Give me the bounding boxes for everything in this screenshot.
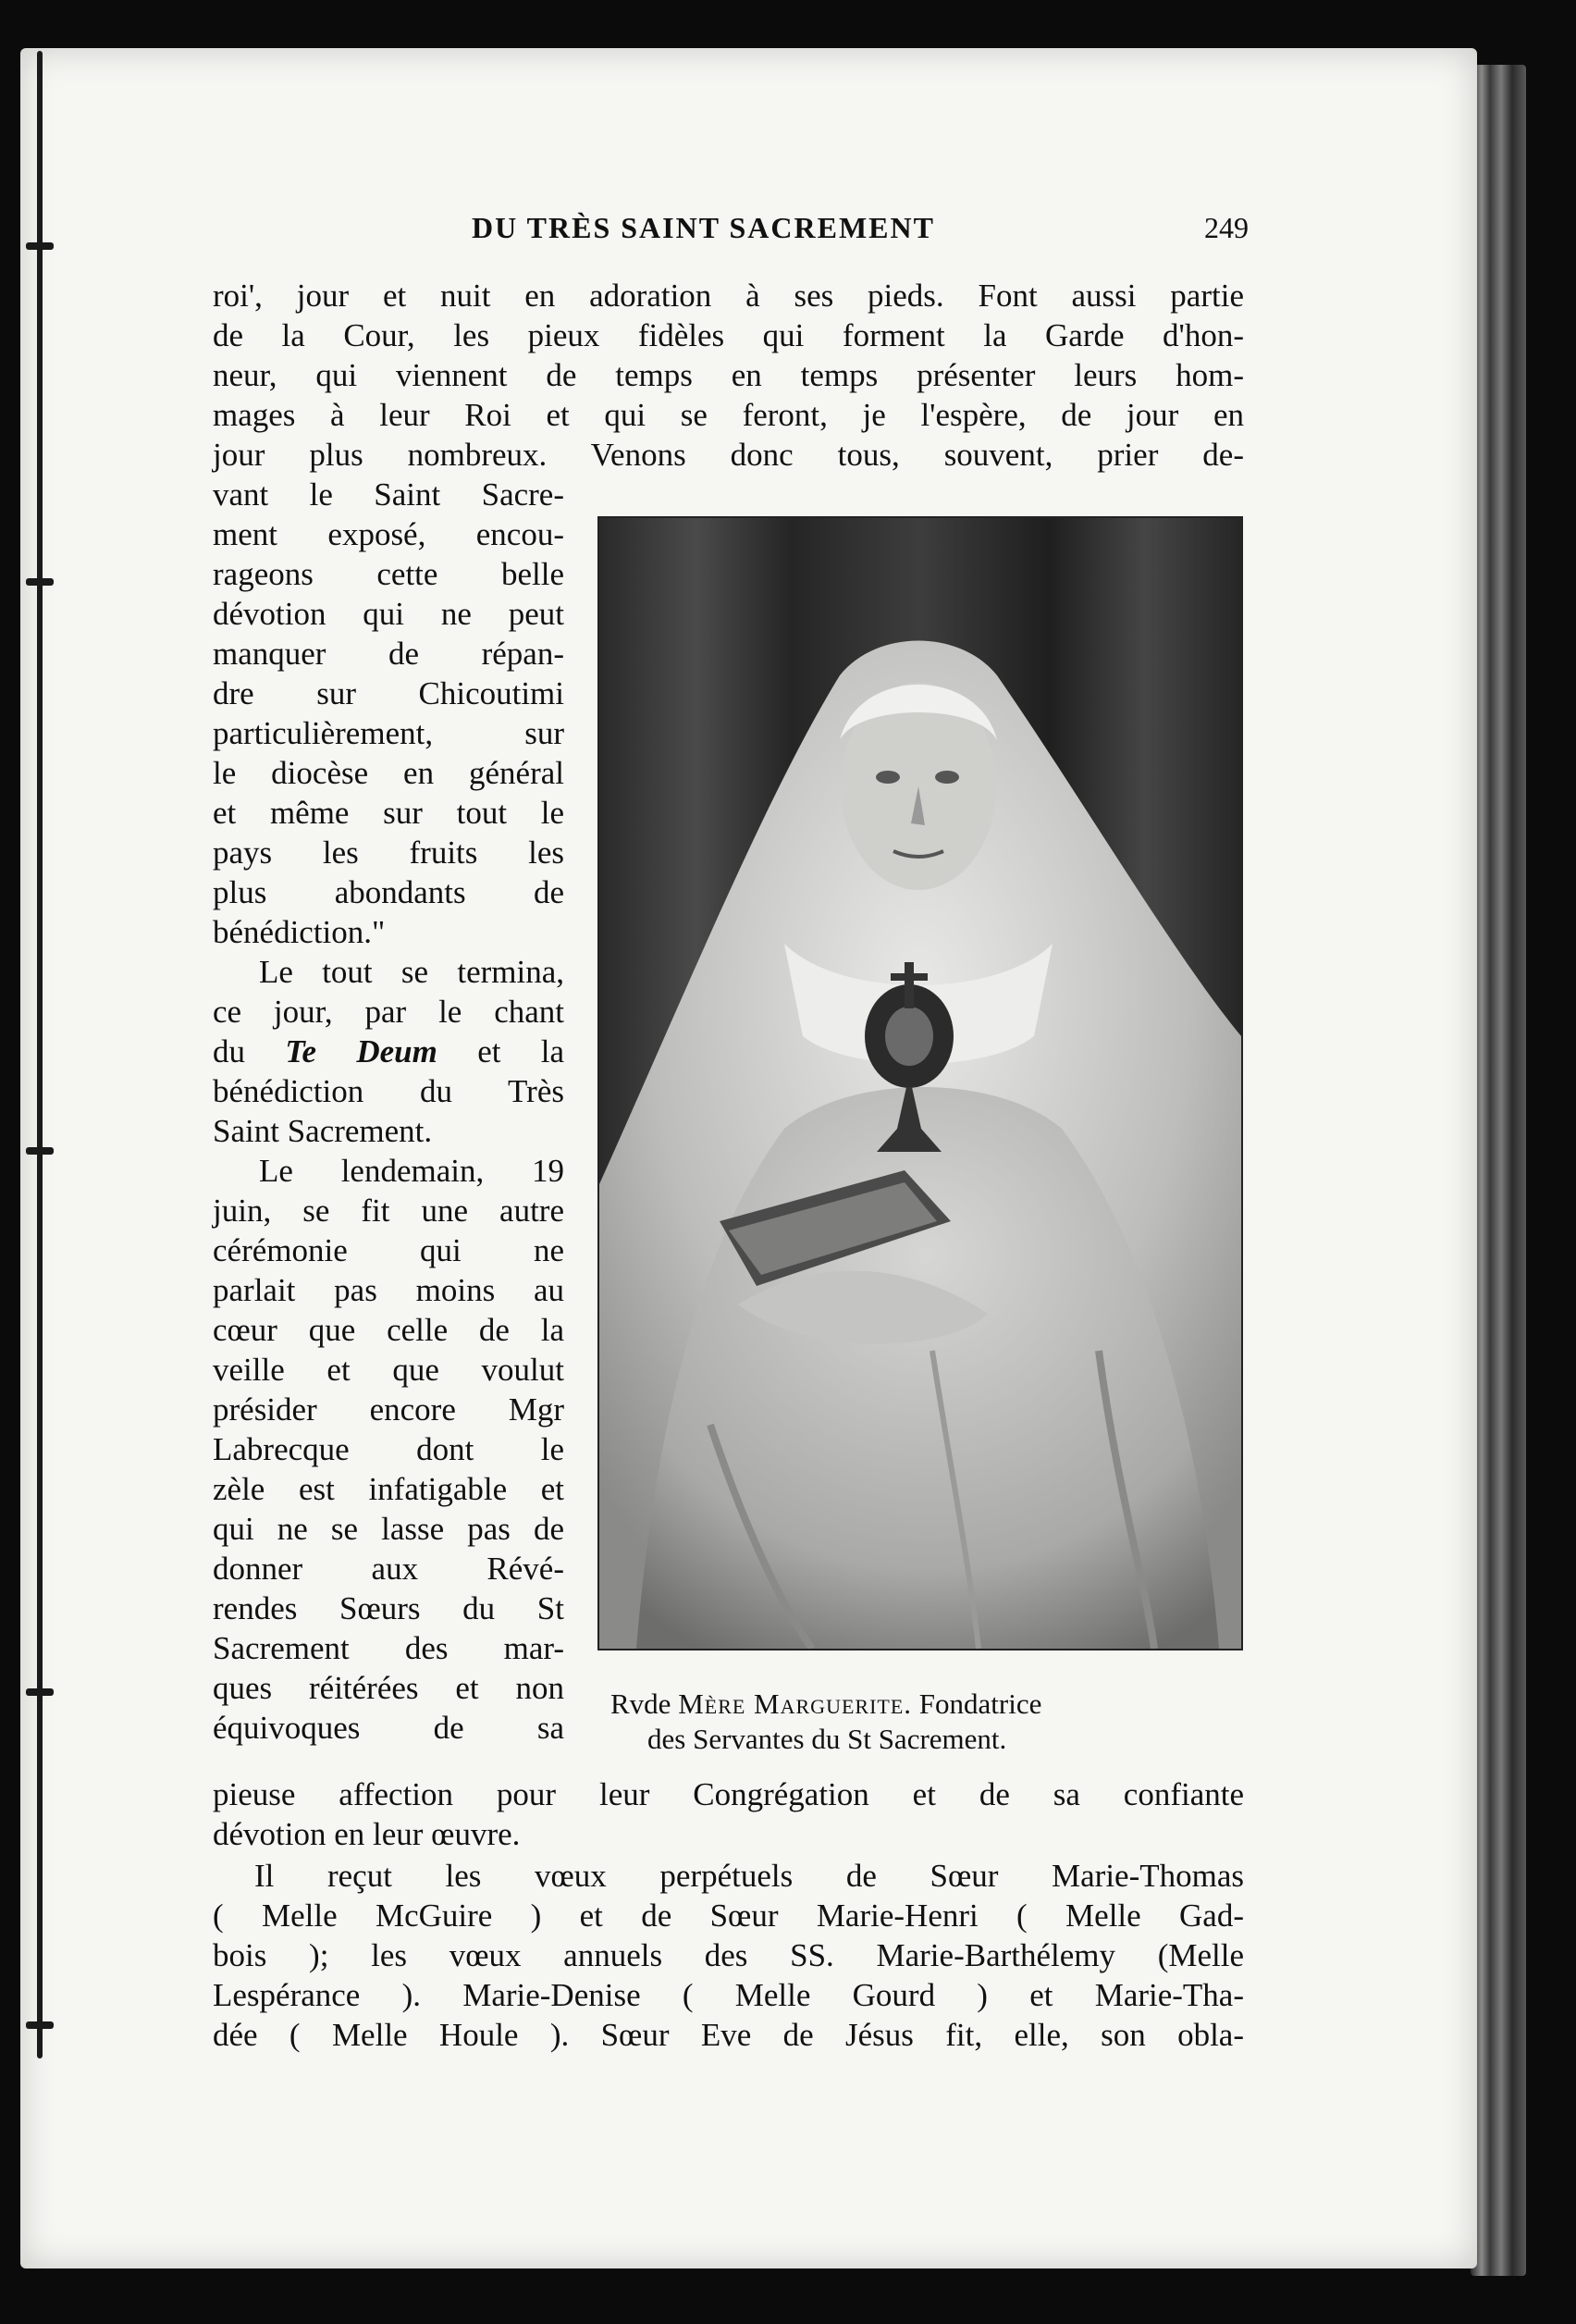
text-line: bénédiction." bbox=[213, 914, 386, 950]
text-line: et même sur tout le bbox=[213, 795, 564, 831]
text-line: particulièrement, sur bbox=[213, 715, 564, 751]
caption-title: Fondatrice bbox=[918, 1687, 1042, 1720]
text-line: bois ); les vœux annuels des SS. Marie-Barthélemy (Melle bbox=[213, 1937, 1244, 1973]
portrait-photograph bbox=[597, 516, 1243, 1650]
text-line: bénédiction du Très bbox=[213, 1073, 564, 1109]
text-line: dre sur Chicoutimi bbox=[213, 675, 564, 711]
text-line: dévotion qui ne peut bbox=[213, 596, 564, 632]
text-line: rageons cette belle bbox=[213, 556, 564, 592]
text-line: qui ne se lasse pas de bbox=[213, 1511, 564, 1547]
text-line: zèle est infatigable et bbox=[213, 1471, 564, 1507]
page-header bbox=[213, 211, 1249, 252]
binding-stitch bbox=[26, 2021, 54, 2029]
text-line: dévotion en leur œuvre. bbox=[213, 1816, 521, 1852]
text-line: cœur que celle de la bbox=[213, 1312, 564, 1348]
text-line: de la Cour, les pieux fidèles qui forment la Garde d'hon- bbox=[213, 317, 1244, 353]
binding-stitch bbox=[26, 578, 54, 586]
text-line: cérémonie qui ne bbox=[213, 1232, 564, 1268]
text-line: vant le Saint Sacre- bbox=[213, 476, 564, 513]
text-line: veille et que voulut bbox=[213, 1352, 564, 1388]
page-number: 249 bbox=[1204, 211, 1249, 244]
text-line: parlait pas moins au bbox=[213, 1272, 564, 1308]
text-line: présider encore Mgr bbox=[213, 1391, 564, 1428]
text-line: roi', jour et nuit en adoration à ses pieds. Font aussi partie bbox=[213, 278, 1244, 314]
te-deum-title: Te Deum bbox=[285, 1033, 437, 1069]
text-line: manquer de répan- bbox=[213, 636, 564, 672]
text-line: jour plus nombreux. Venons donc tous, souvent, prier de- bbox=[213, 437, 1244, 473]
text-line: ment exposé, encou- bbox=[213, 516, 564, 552]
text-line: ( Melle McGuire ) et de Sœur Marie-Henri ( Melle Gad- bbox=[213, 1898, 1244, 1934]
text-line: Le lendemain, 19 bbox=[259, 1153, 564, 1189]
text-line: Labrecque dont le bbox=[213, 1431, 564, 1467]
text-line: ques réitérées et non bbox=[213, 1670, 564, 1706]
text-line: mages à leur Roi et qui se feront, je l'espère, de jour en bbox=[213, 397, 1244, 433]
caption-name: Mère Marguerite. bbox=[678, 1687, 913, 1720]
text-line: Saint Sacrement. bbox=[213, 1113, 433, 1149]
photo-caption-line2: des Servantes du St Sacrement. bbox=[647, 1723, 1007, 1755]
binding-stitch bbox=[26, 1688, 54, 1696]
text-line: dée ( Melle Houle ). Sœur Eve de Jésus fit, elle, son obla- bbox=[213, 2017, 1244, 2053]
text-line: neur, qui viennent de temps en temps présenter leurs hom- bbox=[213, 357, 1244, 393]
text-line: Le tout se termina, bbox=[259, 954, 564, 990]
text-line: le diocèse en général bbox=[213, 755, 564, 791]
text-line: rendes Sœurs du St bbox=[213, 1590, 564, 1626]
binding-stitch bbox=[26, 1147, 54, 1155]
nun-portrait-image bbox=[599, 518, 1241, 1649]
text-line: équivoques de sa bbox=[213, 1710, 564, 1746]
page-edge bbox=[1471, 65, 1526, 2276]
photo-caption bbox=[610, 1686, 1249, 1723]
caption-prefix: Rvde bbox=[610, 1687, 671, 1720]
binding-stitch bbox=[26, 242, 54, 250]
text-line: juin, se fit une autre bbox=[213, 1193, 564, 1229]
binding-thread bbox=[37, 51, 43, 2058]
te-deum-line bbox=[213, 1032, 564, 1071]
text-line: plus abondants de bbox=[213, 874, 564, 910]
text-fragment: du bbox=[213, 1033, 245, 1069]
text-line: Sacrement des mar- bbox=[213, 1630, 564, 1666]
running-head: DU TRÈS SAINT SACREMENT bbox=[472, 211, 935, 244]
text-line: Lespérance ). Marie-Denise ( Melle Gourd ) et Marie-Tha- bbox=[213, 1977, 1244, 2013]
text-line: ce jour, par le chant bbox=[213, 994, 564, 1030]
text-line: donner aux Révé- bbox=[213, 1551, 564, 1587]
text-fragment: et la bbox=[477, 1033, 565, 1069]
text-line: pays les fruits les bbox=[213, 834, 564, 871]
text-line: Il reçut les vœux perpétuels de Sœur Marie-Thomas bbox=[254, 1858, 1244, 1894]
text-line: pieuse affection pour leur Congrégation et de sa confiante bbox=[213, 1776, 1244, 1812]
